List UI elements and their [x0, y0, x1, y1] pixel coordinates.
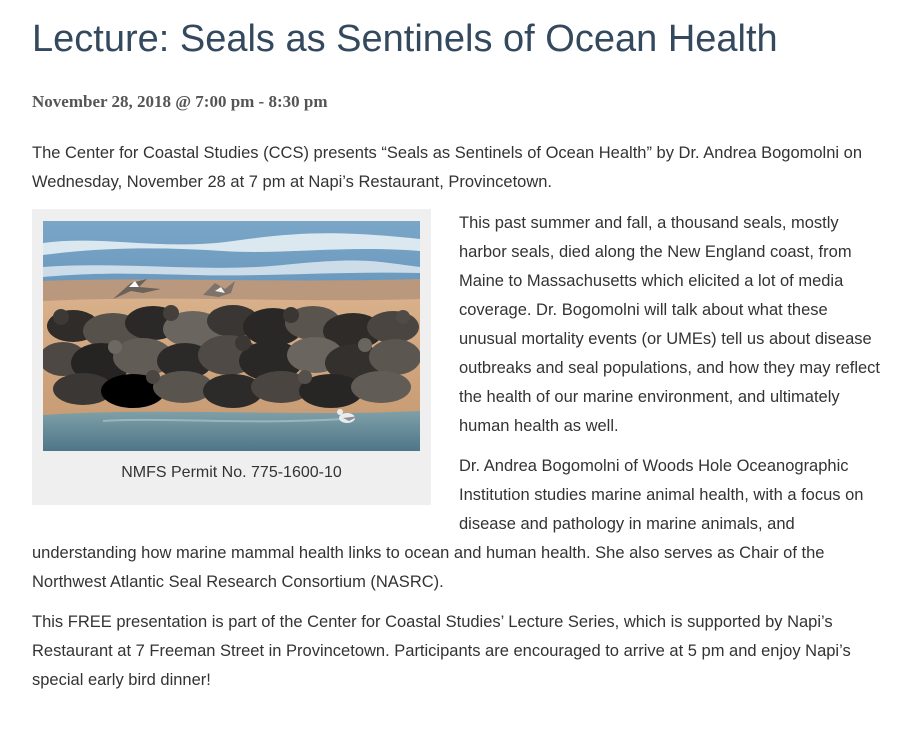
page-title: Lecture: Seals as Sentinels of Ocean Health — [32, 18, 778, 60]
lecture-series-paragraph: This FREE presentation is part of the Center for Coastal Studies’ Lecture Series, which is supported by Napi’s Restaurant at 7 Freeman Street in Provincetown. Participants are encouraged to arrive at 5 pm and enjoy Napi’s special early bird dinner! — [32, 613, 851, 689]
speaker-bio-paragraph: Dr. Andrea Bogomolni of Woods Hole Oceanographic Institution studies marine animal health, with a focus on disease and pathology in marine animals, and understanding how marine mammal health links to ocean and human health. She also serves as Chair of the Northwest Atlantic Seal Research Consortium (NASRC). — [32, 457, 864, 591]
photo-caption: NMFS Permit No. 775-1600-10 — [121, 464, 342, 481]
seal-photo-figure — [32, 209, 431, 505]
intro-paragraph: The Center for Coastal Studies (CCS) presents “Seals as Sentinels of Ocean Health” by Dr. Andrea Bogomolni on Wednesday, November 28 at 7 pm at Napi’s Restaurant, Provincetown. — [32, 144, 862, 191]
seals-on-beach-photo[interactable] — [43, 221, 420, 451]
ume-paragraph: This past summer and fall, a thousand seals, mostly harbor seals, died along the New England coast, from Maine to Massachusetts which elicited a lot of media coverage. Dr. Bogomolni will talk about what these unusual mortality events (or UMEs) tell us about disease outbreaks and seal populations, and how they may reflect the health of our marine environment, and ultimately human health as well. — [459, 214, 881, 435]
event-date-time: November 28, 2018 @ 7:00 pm - 8:30 pm — [32, 92, 328, 111]
article-body — [32, 139, 880, 706]
seal-colony — [43, 305, 420, 408]
